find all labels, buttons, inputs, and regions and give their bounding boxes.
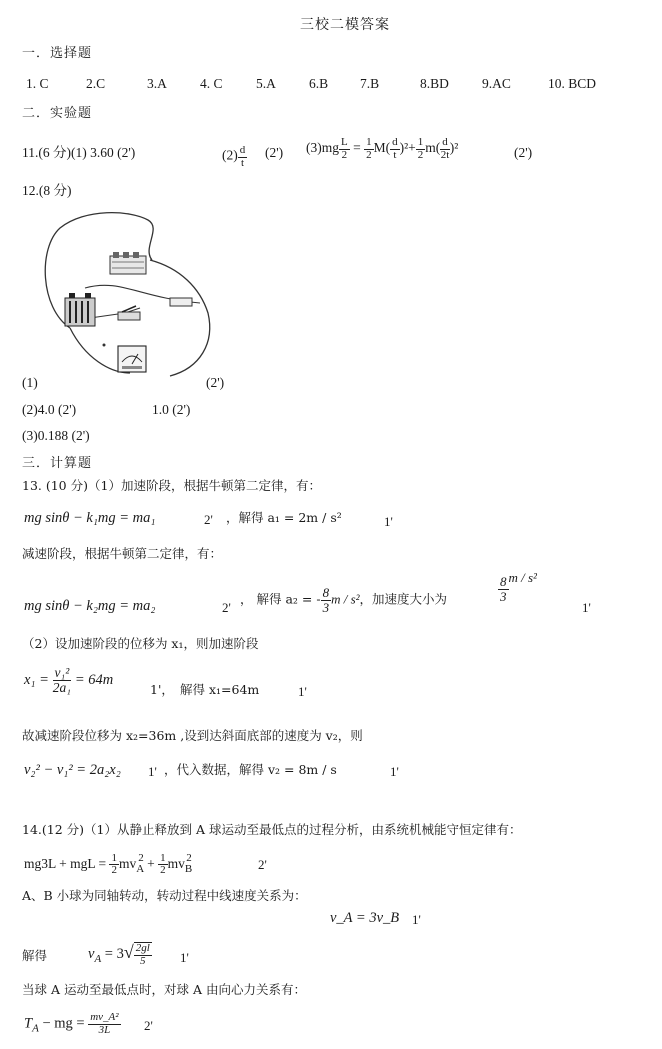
section-heading-choice: 一．选择题 [22, 46, 93, 61]
q13-eq3: v₂² − v₁² = 2a₂x₂ [24, 762, 121, 778]
q13-eq1-mark2: 1' [384, 514, 393, 529]
answer-item: 5.A [256, 76, 276, 91]
q14-vA-eq: $v_A = 3√$ $\frac{2gl}{5}$ [88, 942, 150, 967]
q13-eq1-mark: 2' [204, 512, 213, 527]
q13-eq2-mark2: 1' [582, 600, 591, 615]
q11-part2: (2) $\frac{d}{t}$ [222, 144, 246, 169]
q13-eq3-solution: ，代入数据，解得 v₂ = 8m / s [164, 762, 337, 777]
q12-part1-mark: (2') [206, 375, 225, 390]
ammeter [118, 346, 146, 372]
answer-item: 6.B [309, 76, 329, 91]
resistance-box [110, 252, 146, 274]
wire-top-right [150, 260, 210, 376]
switch [118, 306, 140, 320]
q14-solution-label: 解得 [22, 948, 48, 963]
q12-part2-a: (2)4.0 (2') [22, 402, 77, 417]
q13-eq3-mark: 1' [148, 764, 157, 779]
q13-x1-mark: 1'， [150, 682, 174, 697]
answer-item: 4. C [200, 76, 223, 91]
q12-part2-b: 1.0 (2') [152, 402, 191, 417]
q14-relation-mark: 1' [412, 912, 421, 927]
q12-heading: 12.(8 分) [22, 183, 72, 198]
answer-item: 9.AC [482, 76, 511, 91]
q13-x1-solution: 解得 x₁=64m [180, 682, 260, 697]
q14-centripetal-eq: $T_A$ − mg = $\frac{\text{mv\_A²}}{3L}$ [24, 1011, 119, 1036]
q13-eq1: mg sinθ − k₁mg = ma₁ [24, 510, 156, 526]
q13-intro: 13. (10 分)（1）加速阶段，根据牛顿第二定律，有： [22, 478, 321, 493]
answer-item: 10. BCD [548, 76, 597, 91]
answer-item: 3.A [147, 76, 167, 91]
section-heading-experiment: 二．实验题 [22, 106, 93, 121]
q14-vA-mark: 1' [180, 950, 189, 965]
answer-item: 2.C [86, 76, 106, 91]
q12-part1-label: (1) [22, 375, 38, 390]
q11-part3-mark: (2') [514, 145, 533, 160]
q13-eq3-mark2: 1' [390, 764, 399, 779]
circuit-diagram [30, 208, 215, 380]
answer-item: 8.BD [420, 76, 449, 91]
q13-x1-mark2: 1' [298, 684, 307, 699]
q13-eq2-mark: 2' [222, 600, 231, 615]
q14-energy-eq: mg3L + mgL = $\frac{1}{2}$ $mv_A^2$ + $\frac{1}{2}$ $mv_B^2$ [24, 851, 193, 877]
q13-decel-text: 减速阶段，根据牛顿第二定律，有： [22, 546, 223, 561]
q11-part2-mark: (2') [265, 145, 284, 160]
section-heading-calculation: 三．计算题 [22, 456, 93, 471]
q14-relation-text: A、B 小球为同轴转动，转动过程中线速度关系为： [22, 888, 307, 903]
q13-eq2-accel-frac: $\frac{8}{3}$ m / s² [500, 570, 537, 604]
q14-intro: 14.(12 分)（1）从静止释放到 A 球运动至最低点的过程分析，由系统机械能守恒定律有： [22, 822, 522, 837]
page-title: 三校二模答案 [300, 17, 390, 33]
resistor [170, 298, 192, 306]
battery [65, 293, 95, 326]
q13-eq2-solution: ， 解得 a₂ = - $\frac{8}{3}$ m / s²，加速度大小为 [240, 585, 448, 615]
answer-item: 1. C [26, 76, 49, 91]
q13-eq2: mg sinθ − k₂mg = ma₂ [24, 598, 156, 614]
q11-part1: 11.(6 分)(1) 3.60 (2') [22, 145, 136, 160]
q13-x2-text: 故减速阶段位移为 x₂=36m ,设到达斜面底部的速度为 v₂，则 [22, 728, 363, 743]
q11-part3-formula: (3)mg $\frac{L}{2}$ = $\frac{1}{2}$ M( $\frac{d}{t}$ )²+ $\frac{1}{2}$ m( $\frac{d}{2t}$ )² [306, 136, 459, 161]
q13-part2-intro: （2）设加速阶段的位移为 x₁，则加速阶段 [22, 636, 259, 651]
q14-lowest-text: 当球 A 运动至最低点时，对球 A 由向心力关系有： [22, 982, 306, 997]
q13-eq1-solution: ，解得 a₁ = 2m / s² [226, 510, 342, 525]
q14-centripetal-mark: 2' [144, 1018, 153, 1033]
q14-relation-eq: v_A = 3v_B [330, 910, 400, 926]
q12-part3: (3)0.188 (2') [22, 428, 90, 443]
answer-item: 7.B [360, 76, 380, 91]
q13-x1-eq: x₁ = $\frac{\text{v₁²}}{\text{2a₁}}$ = 64m [24, 665, 114, 696]
q14-energy-mark: 2' [258, 857, 267, 872]
